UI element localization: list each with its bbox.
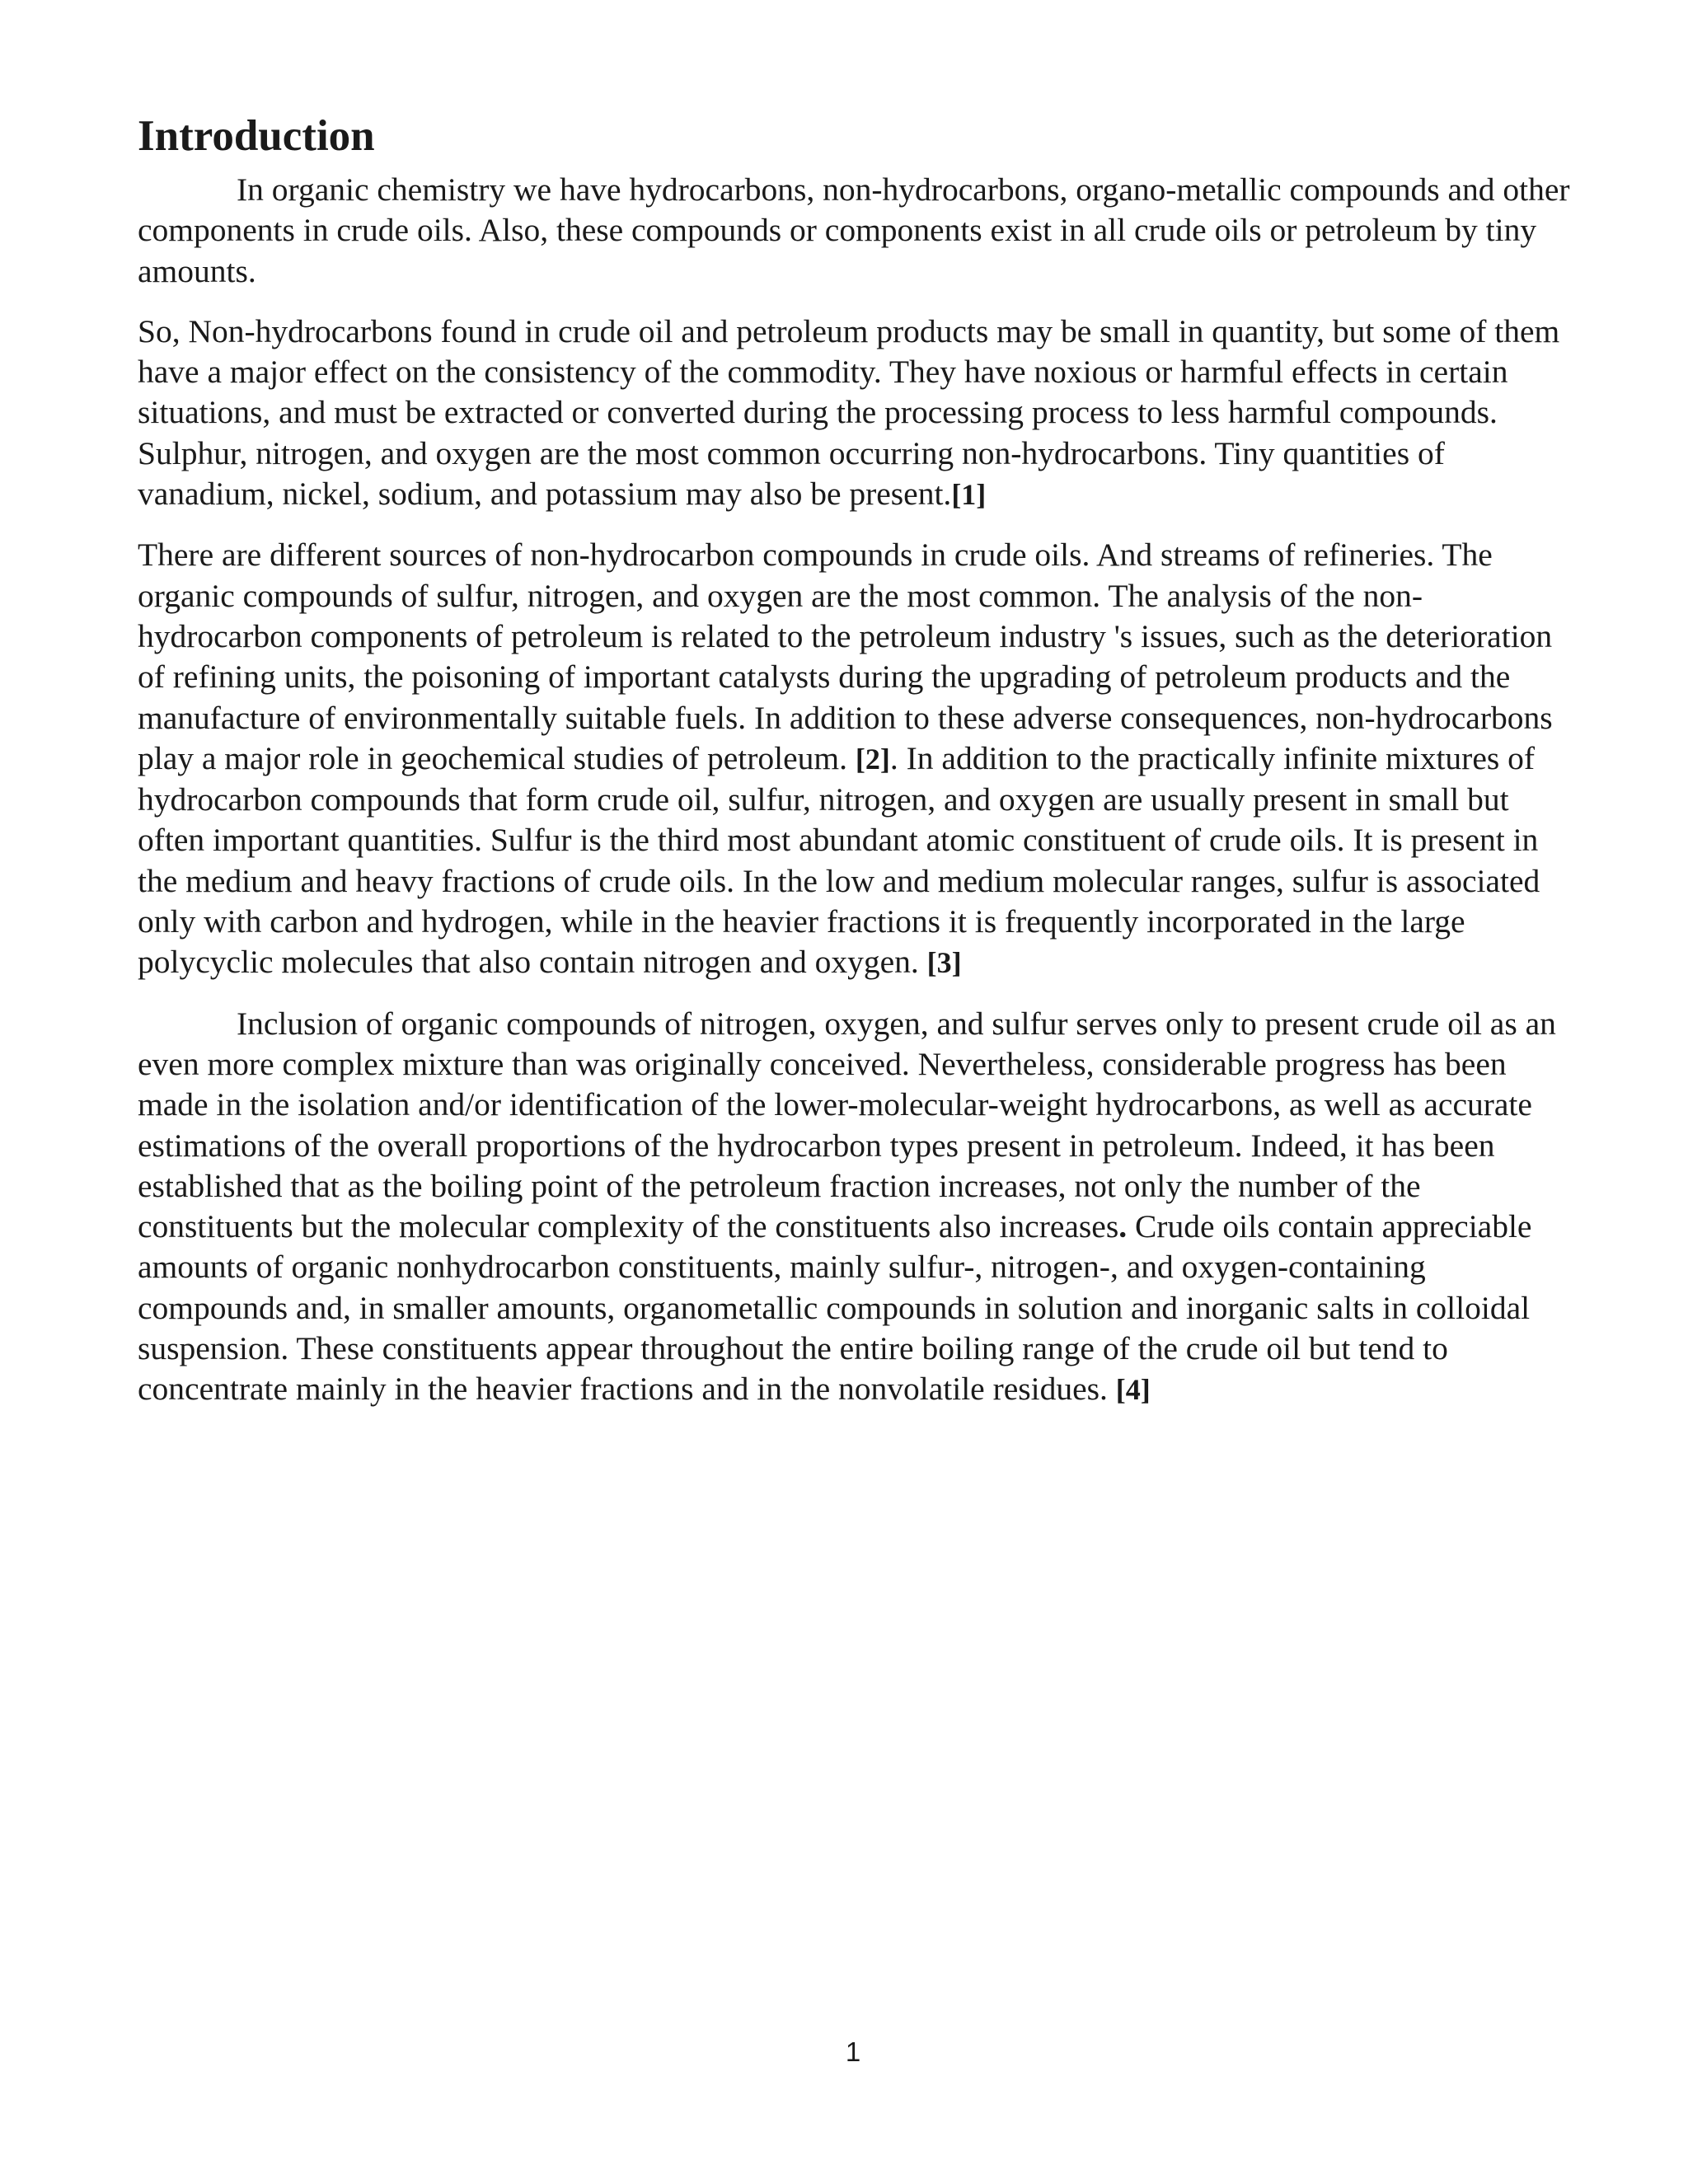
paragraph-2-text: So, Non-hydrocarbons found in crude oil and petroleum products may be small in quantity, but some of them have a major effect on the consistency of the commodity. They have noxious or harmful effects in certain situations, and must be extracted or converted during the processing process to less harmful compounds. Sulphur, nitrogen, and oxygen are the most common occurring non-hydrocarbons. Tiny quantities of vanadium, nickel, sodium, and potassium may also be present. [138,312,1560,513]
citation-4: [4] [1115,1373,1151,1407]
paragraph-4-text-b: Crude oils contain appreciable amounts of organic nonhydrocarbon constituents, mainly sulfur-, nitrogen-, and oxygen-containing compounds and, in smaller amounts, organometallic compounds in solution and inorganic salts in colloidal suspension. These constituents appear throughout the entire boiling range of the crude oil but tend to concentrate mainly in the heavier fractions and in the nonvolatile residues. [138,1208,1532,1408]
paragraph-2 [138,312,1572,515]
citation-3: [3] [926,946,962,980]
paragraph-3 [138,535,1572,983]
paragraph-4-text-a: Inclusion of organic compounds of nitrogen, oxygen, and sulfur serves only to present crude oil as an even more complex mixture than was originally conceived. Nevertheless, considerable progress has been made in the isolation and/or identification of the lower-molecular-weight hydrocarbons, as well as accurate estimations of the overall proportions of the hydrocarbon types present in petroleum. Indeed, it has been established that as the boiling point of the petroleum fraction increases, not only the number of the constituents but the molecular complexity of the constituents also increases [138,1005,1556,1245]
citation-2: [2] [855,742,890,776]
paragraph-3-text-b: . In addition to the practically infinite mixtures of hydrocarbon compounds that form crude oil, sulfur, nitrogen, and oxygen are usually present in small but often important quantities. Sulfur is the third most abundant atomic constituent of crude oils. It is present in the medium and heavy fractions of crude oils. In the low and medium molecular ranges, sulfur is associated only with carbon and hydrogen, while in the heavier fractions it is frequently incorporated in the large polycyclic molecules that also contain nitrogen and oxygen. [138,739,1540,981]
paragraph-1 [138,170,1572,292]
bold-period: . [1118,1208,1128,1245]
citation-1: [1] [951,478,987,512]
document-body [138,105,1572,1431]
paragraph-4 [138,1004,1572,1411]
page-number: 1 [845,2036,861,2067]
paragraph-1-text: In organic chemistry we have hydrocarbons, non-hydrocarbons, organo-metallic compounds and other components in crude oils. Also, these compounds or components exist in all crude oils or petroleum by tiny amounts. [138,171,1570,289]
section-heading: Introduction [138,112,375,160]
paragraph-3-text-a: There are different sources of non-hydrocarbon compounds in crude oils. And streams of refineries. The organic compounds of sulfur, nitrogen, and oxygen are the most common. The analysis of the non-hydrocarbon components of petroleum is related to the petroleum industry 's issues, such as the deterioration of refining units, the poisoning of important catalysts during the upgrading of petroleum products and the manufacture of environmentally suitable fuels. In addition to these adverse consequences, non-hydrocarbons play a major role in geochemical studies of petroleum. [138,537,1553,776]
